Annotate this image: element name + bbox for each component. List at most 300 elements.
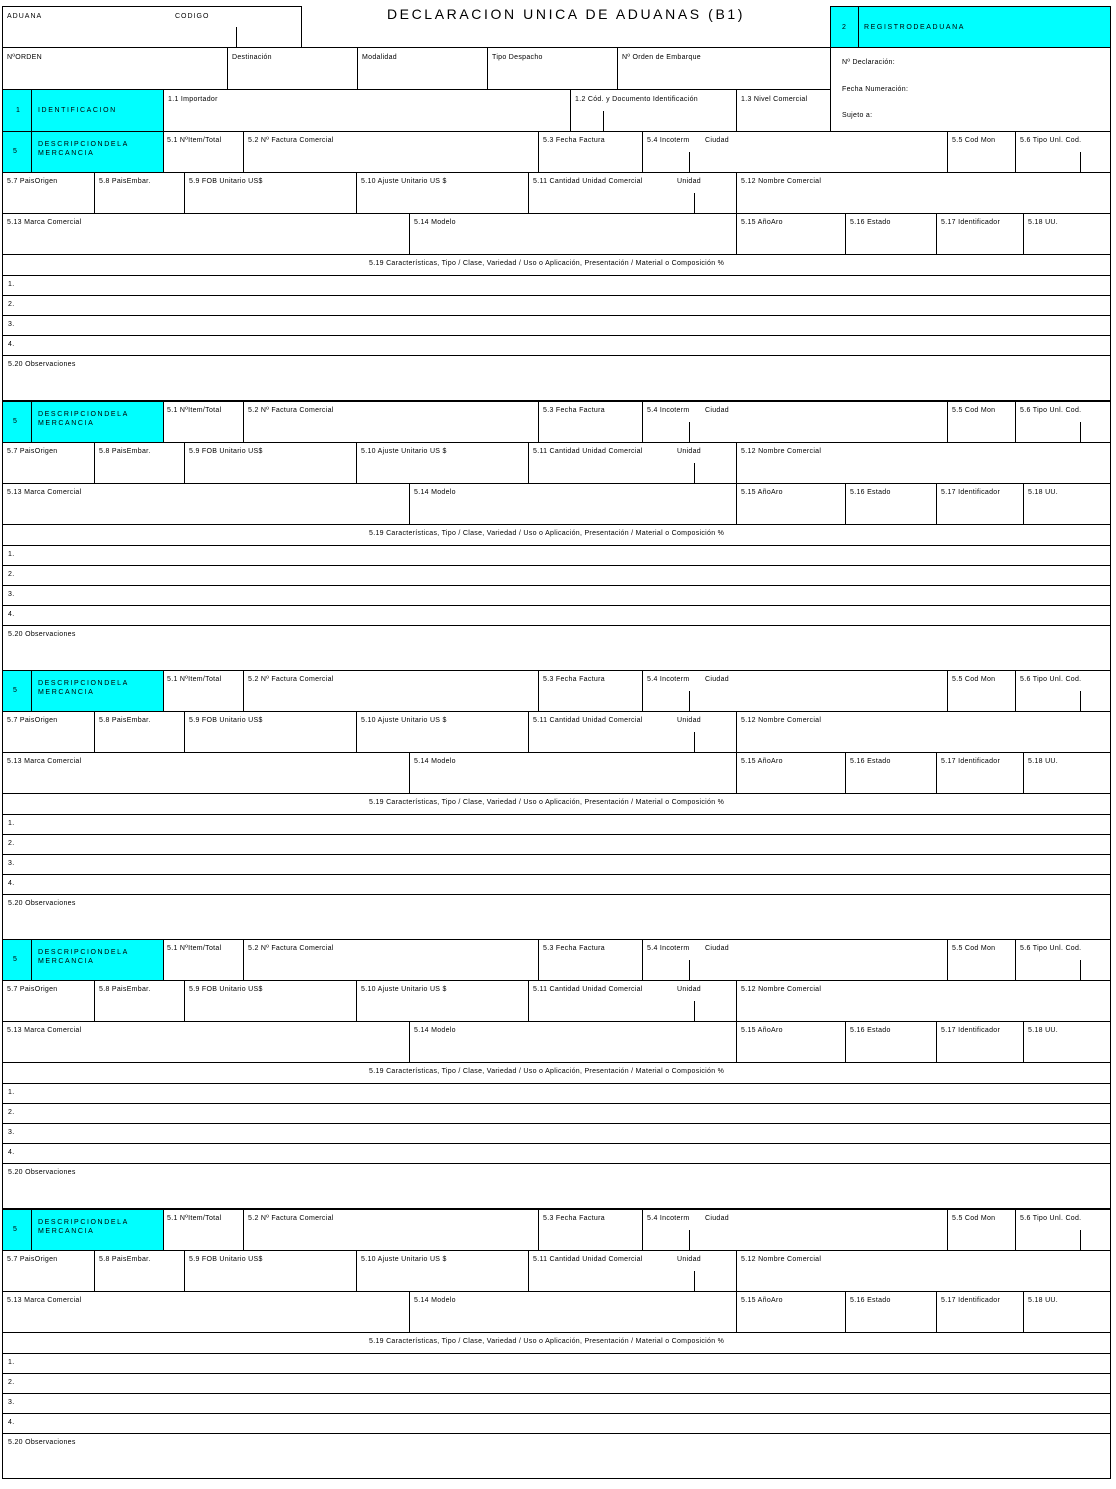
n-factura-label: 5.2 Nº Factura Comercial (248, 676, 334, 683)
ajuste-unitario-field[interactable] (356, 711, 529, 753)
cantidad-unidad-label: 5.11 Cantidad Unidad Comercial (533, 178, 643, 185)
unidad-label: Unidad (677, 178, 701, 185)
cod-documento-label: 1.2 Cód. y Documento Identificación (575, 96, 698, 103)
incoterm-field[interactable] (642, 939, 948, 981)
n-item-total-label: 5.1 NºItem/Total (167, 676, 222, 683)
tipo-unl-cod-label: 5.6 Tipo Unl. Cod. (1020, 1215, 1082, 1222)
modalidad-field[interactable] (357, 47, 488, 90)
unidad-divider (694, 463, 695, 484)
unidad-divider (694, 732, 695, 753)
descripcion-divider (31, 940, 32, 981)
tipo-unl-cod-label: 5.6 Tipo Unl. Cod. (1020, 137, 1082, 144)
n-item-total-label: 5.1 NºItem/Total (167, 945, 222, 952)
pais-origen-label: 5.7 PaisOrigen (7, 717, 58, 724)
tipo-unl-cod-field[interactable] (1015, 131, 1111, 173)
ajuste-unitario-field[interactable] (356, 1250, 529, 1292)
caracteristicas-label: 5.19 Características, Tipo / Clase, Variedad / Uso o Aplicación, Presentación / Material o Composición % (369, 260, 725, 267)
pais-origen-field[interactable] (2, 442, 95, 484)
fob-unitario-field[interactable] (184, 442, 357, 484)
descripcion-mercancia-header (2, 670, 164, 712)
tipo-unl-divider (1080, 960, 1081, 981)
observaciones-label: 5.20 Observaciones (8, 631, 76, 638)
marca-comercial-label: 5.13 Marca Comercial (7, 219, 82, 226)
ano-aro-field[interactable] (736, 213, 846, 255)
pais-embar-field[interactable] (94, 442, 185, 484)
descripcion-mercancia-header (2, 1209, 164, 1251)
descripcion-section-title: DESCRIPCIONDELA MERCANCIA (38, 411, 129, 427)
nombre-comercial-field[interactable] (736, 1250, 1111, 1292)
estado-label: 5.16 Estado (850, 489, 891, 496)
ajuste-unitario-label: 5.10 Ajuste Unitario US $ (361, 986, 447, 993)
pais-origen-field[interactable] (2, 711, 95, 753)
pais-origen-label: 5.7 PaisOrigen (7, 1256, 58, 1263)
cod-mon-label: 5.5 Cod Mon (952, 137, 996, 144)
caracteristicas-line-3[interactable] (2, 585, 1111, 606)
incoterm-label: 5.4 Incoterm (647, 407, 690, 414)
incoterm-divider (689, 691, 690, 712)
line-number-4: 4. (8, 880, 15, 887)
ano-aro-field[interactable] (736, 1021, 846, 1063)
fecha-factura-field[interactable] (538, 1209, 643, 1251)
cantidad-unidad-field[interactable] (528, 711, 737, 753)
caracteristicas-line-1[interactable] (2, 545, 1111, 566)
n-orden-embarque-label: Nº Orden de Embarque (622, 54, 701, 61)
tipo-unl-cod-label: 5.6 Tipo Unl. Cod. (1020, 945, 1082, 952)
estado-label: 5.16 Estado (850, 1027, 891, 1034)
estado-field[interactable] (845, 1291, 937, 1333)
descripcion-section-title: DESCRIPCIONDELA MERCANCIA (38, 141, 129, 157)
cod-mon-field[interactable] (947, 939, 1016, 981)
line-number-1: 1. (8, 820, 15, 827)
line-number-4: 4. (8, 341, 15, 348)
caracteristicas-line-4[interactable] (2, 605, 1111, 626)
incoterm-label: 5.4 Incoterm (647, 1215, 690, 1222)
uu-field[interactable] (1023, 752, 1111, 794)
caracteristicas-line-3[interactable] (2, 1123, 1111, 1144)
fecha-factura-field[interactable] (538, 131, 643, 173)
tipo-unl-divider (1080, 152, 1081, 173)
n-item-total-field[interactable] (163, 1209, 244, 1251)
incoterm-divider (689, 152, 690, 173)
pais-embar-label: 5.8 PaisEmbar. (99, 178, 151, 185)
n-factura-field[interactable] (243, 939, 539, 981)
ajuste-unitario-field[interactable] (356, 172, 529, 214)
pais-origen-label: 5.7 PaisOrigen (7, 986, 58, 993)
cantidad-unidad-label: 5.11 Cantidad Unidad Comercial (533, 717, 643, 724)
cod-mon-field[interactable] (947, 401, 1016, 443)
caracteristicas-header (2, 793, 1111, 815)
n-orden-embarque-field[interactable] (617, 47, 831, 90)
fecha-factura-label: 5.3 Fecha Factura (543, 676, 605, 683)
nombre-comercial-label: 5.12 Nombre Comercial (741, 178, 822, 185)
estado-field[interactable] (845, 213, 937, 255)
importador-field[interactable] (163, 89, 571, 132)
pais-embar-label: 5.8 PaisEmbar. (99, 717, 151, 724)
pais-embar-field[interactable] (94, 1250, 185, 1292)
nivel-comercial-label: 1.3 Nivel Comercial (741, 96, 808, 103)
uu-field[interactable] (1023, 483, 1111, 525)
pais-embar-field[interactable] (94, 711, 185, 753)
n-factura-field[interactable] (243, 131, 539, 173)
fob-unitario-field[interactable] (184, 711, 357, 753)
modelo-label: 5.14 Modelo (414, 758, 456, 765)
identificacion-divider (31, 90, 32, 132)
fob-unitario-label: 5.9 FOB Unitario US$ (189, 448, 263, 455)
line-number-4: 4. (8, 1419, 15, 1426)
n-item-total-field[interactable] (163, 131, 244, 173)
pais-origen-label: 5.7 PaisOrigen (7, 448, 58, 455)
descripcion-divider (31, 671, 32, 712)
fob-unitario-field[interactable] (184, 980, 357, 1022)
ano-aro-field[interactable] (736, 483, 846, 525)
registro-divider (858, 7, 859, 48)
n-factura-field[interactable] (243, 1209, 539, 1251)
tipo-unl-divider (1080, 422, 1081, 443)
identificador-label: 5.17 Identificador (941, 758, 1001, 765)
nombre-comercial-label: 5.12 Nombre Comercial (741, 448, 822, 455)
incoterm-label: 5.4 Incoterm (647, 137, 690, 144)
ano-aro-label: 5.15 AñoAro (741, 489, 783, 496)
fob-unitario-label: 5.9 FOB Unitario US$ (189, 717, 263, 724)
ajuste-unitario-label: 5.10 Ajuste Unitario US $ (361, 717, 447, 724)
cod-documento-divider (603, 111, 604, 132)
pais-origen-field[interactable] (2, 980, 95, 1022)
line-number-3: 3. (8, 591, 15, 598)
unidad-divider (694, 1001, 695, 1022)
importador-label: 1.1 Importador (168, 96, 218, 103)
uu-field[interactable] (1023, 1021, 1111, 1063)
caracteristicas-line-2[interactable] (2, 1103, 1111, 1124)
caracteristicas-label: 5.19 Características, Tipo / Clase, Variedad / Uso o Aplicación, Presentación / Material o Composición % (369, 530, 725, 537)
cod-mon-field[interactable] (947, 1209, 1016, 1251)
pais-embar-field[interactable] (94, 980, 185, 1022)
caracteristicas-header (2, 1062, 1111, 1084)
cantidad-unidad-label: 5.11 Cantidad Unidad Comercial (533, 448, 643, 455)
descripcion-divider (31, 402, 32, 443)
modelo-label: 5.14 Modelo (414, 489, 456, 496)
incoterm-field[interactable] (642, 670, 948, 712)
nombre-comercial-label: 5.12 Nombre Comercial (741, 986, 822, 993)
line-number-3: 3. (8, 860, 15, 867)
nombre-comercial-field[interactable] (736, 442, 1111, 484)
ajuste-unitario-field[interactable] (356, 442, 529, 484)
n-factura-label: 5.2 Nº Factura Comercial (248, 407, 334, 414)
nombre-comercial-field[interactable] (736, 172, 1111, 214)
fob-unitario-field[interactable] (184, 1250, 357, 1292)
marca-comercial-field[interactable] (2, 1021, 410, 1063)
line-number-3: 3. (8, 321, 15, 328)
fecha-factura-label: 5.3 Fecha Factura (543, 1215, 605, 1222)
ciudad-label: Ciudad (705, 1215, 729, 1222)
observaciones-label: 5.20 Observaciones (8, 900, 76, 907)
uu-label: 5.18 UU. (1028, 1027, 1059, 1034)
unidad-label: Unidad (677, 1256, 701, 1263)
uu-field[interactable] (1023, 213, 1111, 255)
cod-mon-field[interactable] (947, 131, 1016, 173)
incoterm-field[interactable] (642, 1209, 948, 1251)
line-number-3: 3. (8, 1399, 15, 1406)
n-factura-label: 5.2 Nº Factura Comercial (248, 1215, 334, 1222)
marca-comercial-label: 5.13 Marca Comercial (7, 1297, 82, 1304)
modelo-label: 5.14 Modelo (414, 219, 456, 226)
caracteristicas-line-1[interactable] (2, 275, 1111, 296)
line-number-2: 2. (8, 840, 15, 847)
line-number-1: 1. (8, 1359, 15, 1366)
caracteristicas-line-2[interactable] (2, 565, 1111, 586)
marca-comercial-label: 5.13 Marca Comercial (7, 758, 82, 765)
tipo-unl-cod-field[interactable] (1015, 670, 1111, 712)
fecha-factura-label: 5.3 Fecha Factura (543, 137, 605, 144)
document-title: DECLARACION UNICA DE ADUANAS (B1) (386, 6, 746, 22)
unidad-label: Unidad (677, 448, 701, 455)
marca-comercial-label: 5.13 Marca Comercial (7, 1027, 82, 1034)
cantidad-unidad-field[interactable] (528, 980, 737, 1022)
n-factura-label: 5.2 Nº Factura Comercial (248, 137, 334, 144)
unidad-label: Unidad (677, 986, 701, 993)
observaciones-field[interactable] (2, 1433, 1111, 1479)
descripcion-mercancia-header (2, 131, 164, 173)
tipo-unl-cod-label: 5.6 Tipo Unl. Cod. (1020, 676, 1082, 683)
identificador-field[interactable] (936, 1021, 1024, 1063)
cantidad-unidad-field[interactable] (528, 172, 737, 214)
incoterm-field[interactable] (642, 401, 948, 443)
estado-label: 5.16 Estado (850, 758, 891, 765)
identificacion-header (2, 89, 164, 132)
observaciones-label: 5.20 Observaciones (8, 361, 76, 368)
caracteristicas-header (2, 254, 1111, 276)
line-number-4: 4. (8, 611, 15, 618)
descripcion-section-title: DESCRIPCIONDELA MERCANCIA (38, 949, 129, 965)
marca-comercial-field[interactable] (2, 1291, 410, 1333)
cantidad-unidad-field[interactable] (528, 442, 737, 484)
sujeto-a-label: Sujeto a: (842, 112, 873, 119)
identificador-label: 5.17 Identificador (941, 1027, 1001, 1034)
caracteristicas-line-2[interactable] (2, 295, 1111, 316)
ajuste-unitario-field[interactable] (356, 980, 529, 1022)
fecha-numeracion-label: Fecha Numeración: (842, 86, 909, 93)
marca-comercial-field[interactable] (2, 213, 410, 255)
modelo-field[interactable] (409, 1021, 737, 1063)
destinacion-field[interactable] (227, 47, 358, 90)
cantidad-unidad-field[interactable] (528, 1250, 737, 1292)
pais-embar-field[interactable] (94, 172, 185, 214)
pais-embar-label: 5.8 PaisEmbar. (99, 986, 151, 993)
ano-aro-field[interactable] (736, 1291, 846, 1333)
n-item-total-label: 5.1 NºItem/Total (167, 407, 222, 414)
caracteristicas-line-3[interactable] (2, 1393, 1111, 1414)
uu-label: 5.18 UU. (1028, 758, 1059, 765)
cod-documento-field[interactable] (570, 89, 737, 132)
cod-mon-label: 5.5 Cod Mon (952, 1215, 996, 1222)
nombre-comercial-field[interactable] (736, 711, 1111, 753)
caracteristicas-line-4[interactable] (2, 1143, 1111, 1164)
observaciones-field[interactable] (2, 355, 1111, 401)
descripcion-mercancia-header (2, 939, 164, 981)
tipo-unl-cod-field[interactable] (1015, 1209, 1111, 1251)
n-item-total-field[interactable] (163, 401, 244, 443)
estado-label: 5.16 Estado (850, 219, 891, 226)
ajuste-unitario-label: 5.10 Ajuste Unitario US $ (361, 178, 447, 185)
tipo-unl-cod-label: 5.6 Tipo Unl. Cod. (1020, 407, 1082, 414)
aduana-field[interactable] (2, 6, 302, 48)
n-orden-field[interactable] (2, 47, 228, 90)
line-number-1: 1. (8, 551, 15, 558)
nombre-comercial-field[interactable] (736, 980, 1111, 1022)
cod-mon-label: 5.5 Cod Mon (952, 676, 996, 683)
caracteristicas-label: 5.19 Características, Tipo / Clase, Variedad / Uso o Aplicación, Presentación / Material o Composición % (369, 1068, 725, 1075)
cantidad-unidad-label: 5.11 Cantidad Unidad Comercial (533, 986, 643, 993)
n-item-total-field[interactable] (163, 939, 244, 981)
identificador-field[interactable] (936, 1291, 1024, 1333)
caracteristicas-line-4[interactable] (2, 1413, 1111, 1434)
marca-comercial-field[interactable] (2, 752, 410, 794)
registro-aduana-panel[interactable] (830, 47, 1111, 132)
nombre-comercial-label: 5.12 Nombre Comercial (741, 717, 822, 724)
ciudad-label: Ciudad (705, 137, 729, 144)
destinacion-label: Destinación (232, 54, 272, 61)
caracteristicas-line-4[interactable] (2, 874, 1111, 895)
observaciones-label: 5.20 Observaciones (8, 1439, 76, 1446)
fob-unitario-label: 5.9 FOB Unitario US$ (189, 986, 263, 993)
incoterm-label: 5.4 Incoterm (647, 676, 690, 683)
uu-label: 5.18 UU. (1028, 1297, 1059, 1304)
incoterm-divider (689, 960, 690, 981)
incoterm-field[interactable] (642, 131, 948, 173)
fob-unitario-label: 5.9 FOB Unitario US$ (189, 1256, 263, 1263)
n-factura-field[interactable] (243, 401, 539, 443)
descripcion-divider (31, 1210, 32, 1251)
estado-field[interactable] (845, 1021, 937, 1063)
tipo-unl-cod-field[interactable] (1015, 401, 1111, 443)
caracteristicas-label: 5.19 Características, Tipo / Clase, Variedad / Uso o Aplicación, Presentación / Material o Composición % (369, 1338, 725, 1345)
incoterm-divider (689, 1230, 690, 1251)
n-item-total-field[interactable] (163, 670, 244, 712)
ciudad-label: Ciudad (705, 945, 729, 952)
descripcion-section-number: 5 (13, 148, 19, 155)
pais-origen-field[interactable] (2, 1250, 95, 1292)
marca-comercial-field[interactable] (2, 483, 410, 525)
tipo-unl-cod-field[interactable] (1015, 939, 1111, 981)
unidad-label: Unidad (677, 717, 701, 724)
descripcion-section-number: 5 (13, 956, 19, 963)
identificacion-section-title: IDENTIFICACION (38, 107, 117, 114)
unidad-divider (694, 1271, 695, 1292)
marca-comercial-label: 5.13 Marca Comercial (7, 489, 82, 496)
ano-aro-label: 5.15 AñoAro (741, 219, 783, 226)
identificador-label: 5.17 Identificador (941, 1297, 1001, 1304)
identificador-field[interactable] (936, 213, 1024, 255)
cod-mon-label: 5.5 Cod Mon (952, 945, 996, 952)
modelo-field[interactable] (409, 213, 737, 255)
fob-unitario-field[interactable] (184, 172, 357, 214)
fob-unitario-label: 5.9 FOB Unitario US$ (189, 178, 263, 185)
pais-embar-label: 5.8 PaisEmbar. (99, 1256, 151, 1263)
tipo-unl-divider (1080, 1230, 1081, 1251)
pais-origen-field[interactable] (2, 172, 95, 214)
tipo-unl-divider (1080, 691, 1081, 712)
identificador-label: 5.17 Identificador (941, 489, 1001, 496)
fecha-factura-label: 5.3 Fecha Factura (543, 945, 605, 952)
unidad-divider (694, 193, 695, 214)
registro-aduana-header (830, 6, 1111, 48)
ajuste-unitario-label: 5.10 Ajuste Unitario US $ (361, 448, 447, 455)
caracteristicas-line-2[interactable] (2, 834, 1111, 855)
caracteristicas-header (2, 524, 1111, 546)
observaciones-label: 5.20 Observaciones (8, 1169, 76, 1176)
caracteristicas-line-2[interactable] (2, 1373, 1111, 1394)
pais-origen-label: 5.7 PaisOrigen (7, 178, 58, 185)
uu-field[interactable] (1023, 1291, 1111, 1333)
ano-aro-label: 5.15 AñoAro (741, 1027, 783, 1034)
line-number-2: 2. (8, 1109, 15, 1116)
n-factura-field[interactable] (243, 670, 539, 712)
uu-label: 5.18 UU. (1028, 219, 1059, 226)
modalidad-label: Modalidad (362, 54, 397, 61)
pais-embar-label: 5.8 PaisEmbar. (99, 448, 151, 455)
modelo-field[interactable] (409, 752, 737, 794)
incoterm-label: 5.4 Incoterm (647, 945, 690, 952)
n-factura-label: 5.2 Nº Factura Comercial (248, 945, 334, 952)
estado-field[interactable] (845, 483, 937, 525)
identificador-field[interactable] (936, 752, 1024, 794)
descripcion-section-number: 5 (13, 418, 19, 425)
fecha-factura-field[interactable] (538, 670, 643, 712)
codigo-label: CODIGO (175, 13, 210, 20)
modelo-field[interactable] (409, 483, 737, 525)
caracteristicas-line-1[interactable] (2, 814, 1111, 835)
ano-aro-label: 5.15 AñoAro (741, 1297, 783, 1304)
incoterm-divider (689, 422, 690, 443)
identificador-field[interactable] (936, 483, 1024, 525)
n-item-total-label: 5.1 NºItem/Total (167, 1215, 222, 1222)
descripcion-divider (31, 132, 32, 173)
line-number-1: 1. (8, 1089, 15, 1096)
n-orden-label: NºORDEN (7, 54, 42, 61)
caracteristicas-line-3[interactable] (2, 854, 1111, 875)
line-number-1: 1. (8, 281, 15, 288)
fecha-factura-field[interactable] (538, 401, 643, 443)
observaciones-field[interactable] (2, 894, 1111, 940)
estado-field[interactable] (845, 752, 937, 794)
observaciones-field[interactable] (2, 625, 1111, 671)
ano-aro-field[interactable] (736, 752, 846, 794)
caracteristicas-header (2, 1332, 1111, 1354)
line-number-4: 4. (8, 1149, 15, 1156)
caracteristicas-line-1[interactable] (2, 1083, 1111, 1104)
line-number-2: 2. (8, 571, 15, 578)
registro-section-title: REGISTRODEADUANA (864, 24, 966, 31)
cod-mon-label: 5.5 Cod Mon (952, 407, 996, 414)
descripcion-section-title: DESCRIPCIONDELA MERCANCIA (38, 680, 129, 696)
registro-section-number: 2 (842, 24, 848, 31)
cod-mon-field[interactable] (947, 670, 1016, 712)
n-declaracion-label: Nº Declaración: (842, 59, 895, 66)
observaciones-field[interactable] (2, 1163, 1111, 1209)
nombre-comercial-label: 5.12 Nombre Comercial (741, 1256, 822, 1263)
caracteristicas-line-1[interactable] (2, 1353, 1111, 1374)
caracteristicas-line-4[interactable] (2, 335, 1111, 356)
modelo-label: 5.14 Modelo (414, 1297, 456, 1304)
nivel-comercial-field[interactable] (736, 89, 831, 132)
modelo-field[interactable] (409, 1291, 737, 1333)
tipo-despacho-label: Tipo Despacho (492, 54, 543, 61)
fecha-factura-field[interactable] (538, 939, 643, 981)
line-number-2: 2. (8, 1379, 15, 1386)
caracteristicas-line-3[interactable] (2, 315, 1111, 336)
uu-label: 5.18 UU. (1028, 489, 1059, 496)
ano-aro-label: 5.15 AñoAro (741, 758, 783, 765)
tipo-despacho-field[interactable] (487, 47, 618, 90)
